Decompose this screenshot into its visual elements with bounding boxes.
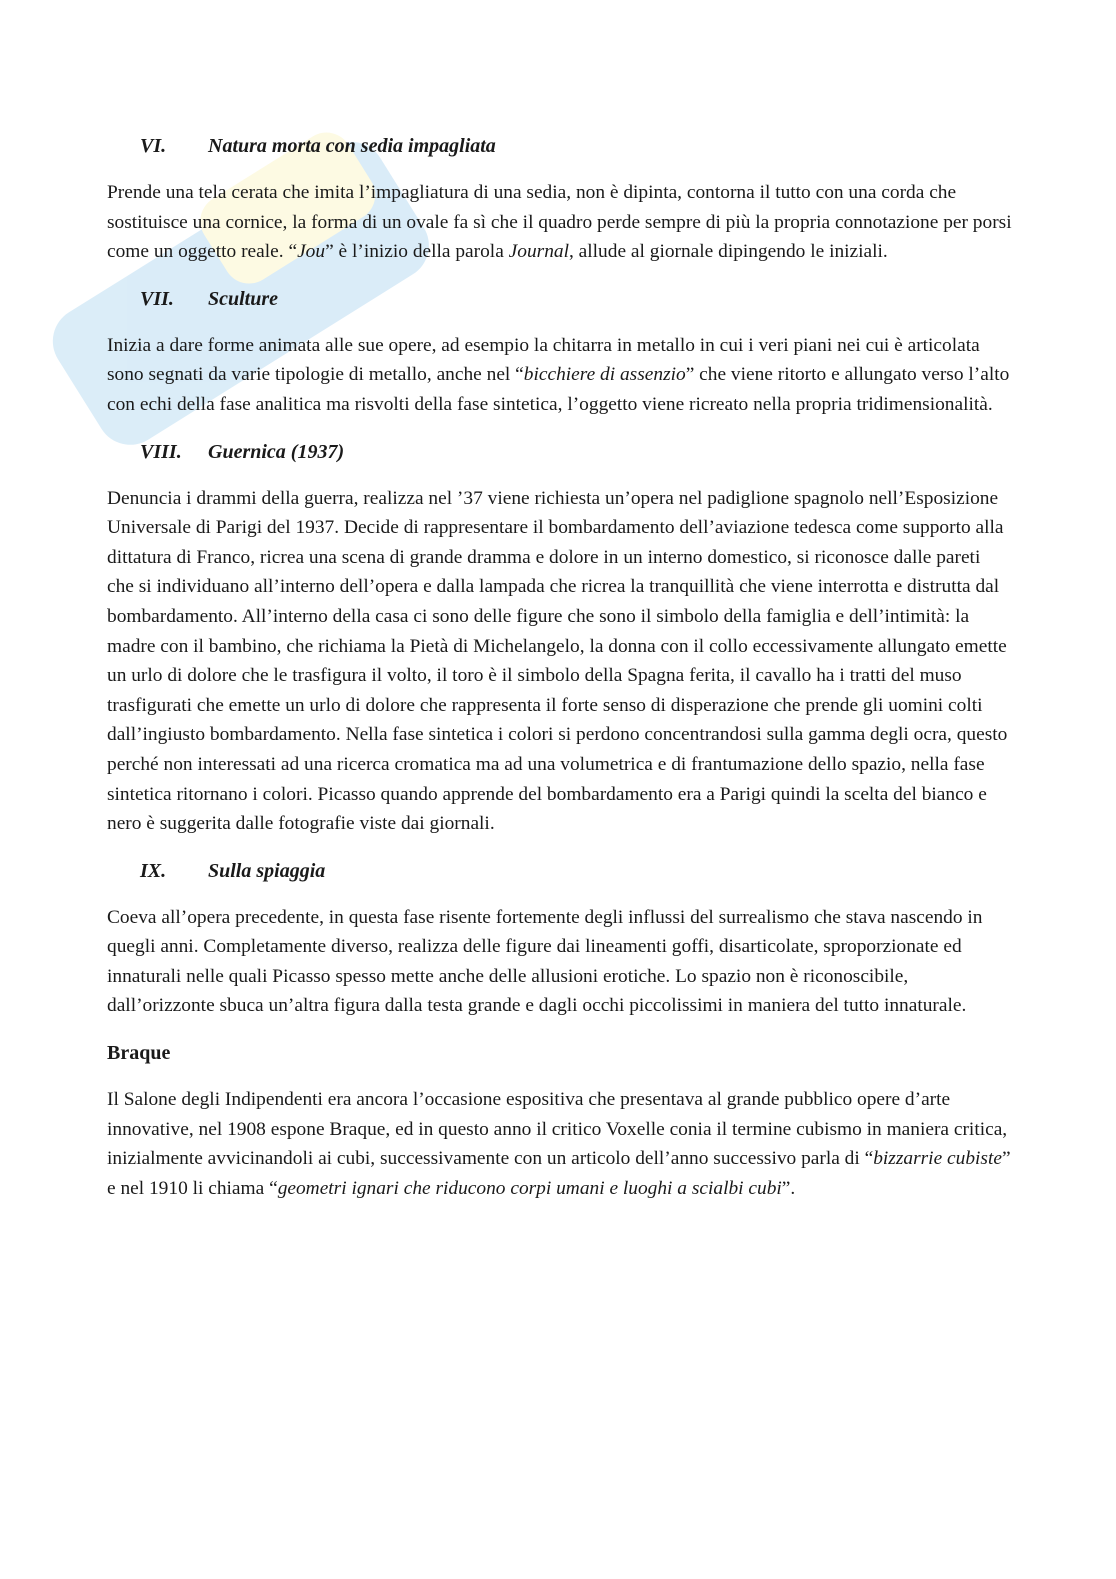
section-number: IX.	[140, 859, 167, 882]
italic-run: bizzarrie cubiste	[873, 1148, 1002, 1170]
section-number: VIII.	[140, 440, 182, 463]
section-paragraph: Prende una tela cerata che imita l’impagliatura di una sedia, non è dipinta, contorna il tutto con una corda che sostituisce una cornice, la forma di un ovale fa sì che il quadro perde sempre di più la propria connotazione per porsi come un oggetto reale. “Jou” è l’inizio della parola Journal, allude al giornale dipingendo le iniziali.	[107, 182, 1012, 263]
section-title: Sculture	[208, 287, 279, 310]
document-page	[107, 128, 1012, 1217]
section-paragraph: Inizia a dare forme animata alle sue opere, ad esempio la chitarra in metallo in cui i veri piani nei cui è articolata sono segnati da varie tipologie di metallo, anche nel “bicchiere di assenzio” che viene ritorto e allungato verso l’alto con echi della fase analitica ma risvolti della fase sintetica, l’oggetto viene ricreato nella propria tridimensionalità.	[107, 334, 1010, 415]
section-vii	[107, 281, 1012, 420]
section-paragraph: Coeva all’opera precedente, in questa fase risente fortemente degli influssi del surrealismo che stava nascendo in quegli anni. Completamente diverso, realizza delle figure dai lineamenti goffi, disarticolate, sproporzionate ed innaturali nelle quali Picasso spesso mette anche delle allusioni erotiche. Lo spazio non è riconoscibile, dall’orizzonte sbuca un’altra figura dalla testa grande e dagli occhi piccolissimi in maniera del tutto innaturale.	[107, 906, 983, 1017]
section-heading	[107, 128, 1012, 164]
section-heading	[107, 434, 1012, 470]
section-heading	[107, 281, 1012, 317]
section-heading	[107, 853, 1012, 889]
section-viii	[107, 434, 1012, 839]
braque-paragraph: Il Salone degli Indipendenti era ancora l’occasione espositiva che presentava al grande pubblico opere d’arte innovative, nel 1908 espone Braque, ed in questo anno il critico Voxelle conia il termine cubismo in maniera critica, inizialmente avvicinandoli ai cubi, successivamente con un articolo dell’anno successivo parla di “bizzarrie cubiste” e nel 1910 li chiama “geometri ignari che riducono corpi umani e luoghi a scialbi cubi”.	[107, 1089, 1011, 1199]
section-title: Guernica (1937)	[208, 440, 345, 463]
section-title: Sulla spiaggia	[208, 859, 326, 882]
section-paragraph: Denuncia i drammi della guerra, realizza nel ’37 viene richiesta un’opera nel padiglione spagnolo nell’Esposizione Universale di Parigi del 1937. Decide di rappresentare il bombardamento dell’aviazione tedesca come supporto alla dittatura di Franco, ricrea una scena di grande dramma e dolore in un interno domestico, si riconosce dalle pareti che si individuano all’interno dell’opera e dalla lampada che ricrea la tranquillità che viene interrotta e distrutta dal bombardamento. All’interno della casa ci sono delle figure che sono il simbolo della famiglia e dell’intimità: la madre con il bambino, che richiama la Pietà di Michelangelo, la donna con il collo eccessivamente allungato emette un urlo di dolore che le trasfigura il volto, il toro è il simbolo della Spagna ferita, il cavallo ha i tratti del muso trasfigurati che emette un urlo di dolore che rappresenta il forte senso di disperazione che prende gli uomini colti dall’ingiusto bombardamento. Nella fase sintetica i colori si perdono concentrandosi sulla gamma degli ocra, questo perché non interessati ad una ricerca cromatica ma ad una volumetrica e di frantumazione dello spazio, nella fase sintetica ritornano i colori. Picasso quando apprende del bombardamento era a Parigi quindi la scelta del bianco e nero è suggerita dalle fotografie viste dai giornali.	[107, 487, 1008, 835]
section-ix	[107, 853, 1012, 1021]
section-braque	[107, 1035, 1012, 1203]
section-title: Natura morta con sedia impagliata	[208, 135, 496, 157]
braque-heading: Braque	[107, 1042, 171, 1065]
italic-run: bicchiere di assenzio	[523, 364, 686, 386]
italic-run: Jou	[297, 241, 326, 263]
italic-run: Journal	[508, 241, 569, 263]
section-vi	[107, 128, 1012, 267]
italic-run: geometri ignari che riducono corpi umani e luoghi a scialbi cubi	[277, 1177, 782, 1199]
section-number: VI.	[140, 135, 167, 157]
section-number: VII.	[140, 287, 174, 310]
